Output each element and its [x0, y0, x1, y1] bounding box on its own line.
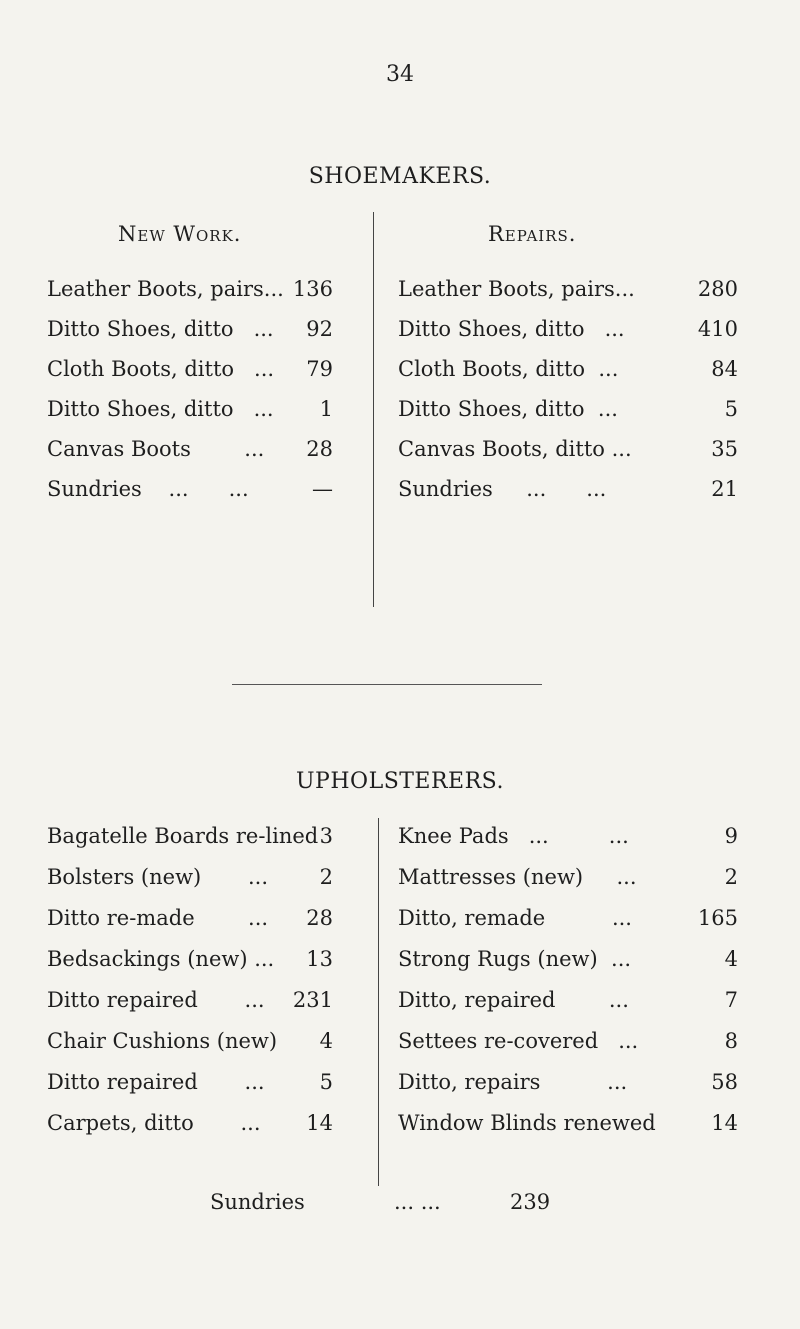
upholstery-right-label: Mattresses (new) ... [398, 865, 637, 889]
upholstery-right-label: Knee Pads ... ... [398, 824, 629, 848]
upholstery-right-value: 165 [697, 906, 738, 930]
repairs-value: 410 [697, 317, 738, 341]
upholstery-right-label: Window Blinds renewed [398, 1111, 656, 1135]
repairs-value: 35 [711, 437, 738, 461]
upholstery-right-label: Ditto, repaired ... [398, 988, 629, 1012]
upholstery-left-value: 28 [306, 906, 333, 930]
upholstery-left-label: Bedsackings (new) ... [47, 947, 275, 971]
repairs-label: Cloth Boots, ditto ... [398, 357, 619, 381]
new-work-value: 136 [292, 277, 333, 301]
repairs-label: Sundries ... ... [398, 477, 607, 501]
upholstery-right-label: Ditto, remade ... [398, 906, 632, 930]
sundries-dots: ... ... [394, 1190, 441, 1214]
repairs-heading: Repairs. [488, 222, 577, 246]
upholstery-left-value: 5 [319, 1070, 333, 1094]
new-work-label: Leather Boots, pairs... [47, 277, 284, 301]
upholstery-left-label: Carpets, ditto ... [47, 1111, 261, 1135]
page-number: 34 [386, 62, 414, 87]
new-work-label: Ditto Shoes, ditto ... [47, 397, 274, 421]
upholstery-left-label: Chair Cushions (new) [47, 1029, 278, 1053]
new-work-label: Ditto Shoes, ditto ... [47, 317, 274, 341]
upholstery-right-label: Strong Rugs (new) ... [398, 947, 632, 971]
repairs-value: 84 [711, 357, 738, 381]
upholstery-left-label: Bolsters (new) ... [47, 865, 268, 889]
upholstery-left-value: 13 [306, 947, 333, 971]
sundries-value: 239 [510, 1190, 551, 1214]
repairs-label: Leather Boots, pairs... [398, 277, 635, 301]
upholsterers-title: UPHOLSTERERS. [296, 769, 504, 794]
new-work-label: Canvas Boots ... [47, 437, 265, 461]
upholstery-left-label: Ditto re-made ... [47, 906, 269, 930]
upholstery-right-value: 2 [724, 865, 738, 889]
new-work-label: Sundries ... ... [47, 477, 249, 501]
new-work-value: 92 [306, 317, 333, 341]
repairs-label: Canvas Boots, ditto ... [398, 437, 632, 461]
new-work-value: 79 [306, 357, 333, 381]
upholstery-right-value: 14 [711, 1111, 738, 1135]
upholstery-right-value: 9 [724, 824, 738, 848]
upholstery-left-value: 3 [319, 824, 333, 848]
upholstery-left-label: Bagatelle Boards re-lined [47, 824, 319, 848]
upholstery-left-label: Ditto repaired ... [47, 988, 265, 1012]
upholstery-left-value: 2 [319, 865, 333, 889]
new-work-value: 28 [306, 437, 333, 461]
upholstery-right-label: Settees re-covered ... [398, 1029, 639, 1053]
section-divider [232, 684, 542, 685]
new-work-value: — [312, 477, 333, 501]
upholstery-right-value: 7 [724, 988, 738, 1012]
repairs-label: Ditto Shoes, ditto ... [398, 397, 618, 421]
new-work-heading: New Work. [118, 222, 242, 246]
repairs-value: 5 [724, 397, 738, 421]
repairs-value: 21 [711, 477, 738, 501]
repairs-value: 280 [697, 277, 738, 301]
upholstery-right-label: Ditto, repairs ... [398, 1070, 628, 1094]
repairs-label: Ditto Shoes, ditto ... [398, 317, 625, 341]
shoemakers-title: SHOEMAKERS. [308, 164, 492, 189]
new-work-label: Cloth Boots, ditto ... [47, 357, 275, 381]
sundries-label: Sundries [210, 1190, 305, 1214]
upholstery-right-value: 58 [711, 1070, 738, 1094]
shoemakers-column-divider [373, 212, 374, 607]
upholstery-left-value: 4 [319, 1029, 333, 1053]
upholstery-left-label: Ditto repaired ... [47, 1070, 265, 1094]
upholstery-right-value: 4 [724, 947, 738, 971]
upholstery-right-value: 8 [724, 1029, 738, 1053]
upholstery-left-value: 231 [292, 988, 333, 1012]
new-work-value: 1 [319, 397, 333, 421]
upholstery-left-value: 14 [306, 1111, 333, 1135]
upholsterers-column-divider [378, 818, 379, 1186]
